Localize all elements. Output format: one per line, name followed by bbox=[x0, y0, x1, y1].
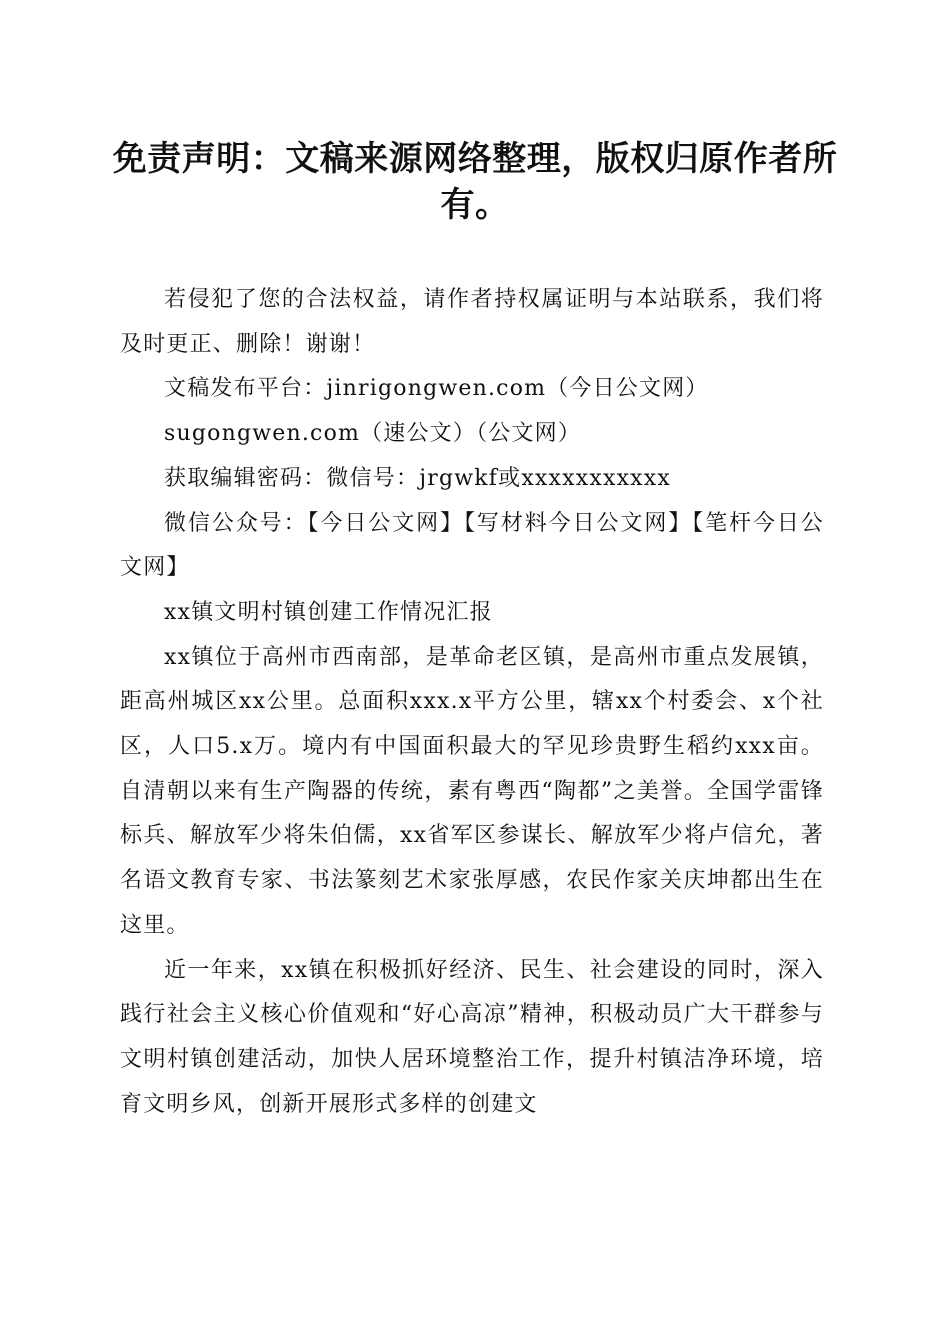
document-body bbox=[120, 278, 824, 1127]
paragraph-wechat: 微信公众号：【今日公文网】【写材料今日公文网】【笔杆今日公文网】 bbox=[120, 510, 824, 581]
paragraph-disclaimer: 若侵犯了您的合法权益，请作者持权属证明与本站联系，我们将及时更正、删除！谢谢！ bbox=[120, 287, 824, 357]
page-title: 免责声明：文稿来源网络整理，版权归原作者所有。 bbox=[112, 139, 838, 225]
paragraph-platform: 文稿发布平台：jinrigongwen.com（今日公文网） bbox=[164, 376, 709, 402]
paragraph-report-title: xx镇文明村镇创建工作情况汇报 bbox=[164, 599, 493, 625]
paragraph-town-intro: xx镇位于高州市西南部，是革命老区镇，是高州市重点发展镇，距高州城区xx公里。总面积xxx.x平方公里，辖xx个村委会、x个社区，人口5.x万。境内有中国面积最大的罕见珍贵野生稻约xxx亩。自清朝以来有生产陶器的传统，素有粤西“陶都”之美誉。全国学雷锋标兵、解放军少将朱伯儒，xx省军区参谋长、解放军少将卢信允，著名语文教育专家、书法篆刻艺术家张厚感，农民作家关庆坤都出生在这里。 bbox=[120, 644, 824, 938]
paragraph-password: 获取编辑密码：微信号：jrgwkf或xxxxxxxxxxx bbox=[164, 465, 672, 491]
paragraph-recent-work: 近一年来，xx镇在积极抓好经济、民生、社会建设的同时，深入践行社会主义核心价值观和“好心高凉”精神，积极动员广大干群参与文明村镇创建活动，加快人居环境整治工作，提升村镇洁净环境，培育文明乡风，创新开展形式多样的创建文 bbox=[120, 957, 824, 1117]
paragraph-platform-alt: sugongwen.com（速公文）（公文网） bbox=[164, 421, 582, 447]
